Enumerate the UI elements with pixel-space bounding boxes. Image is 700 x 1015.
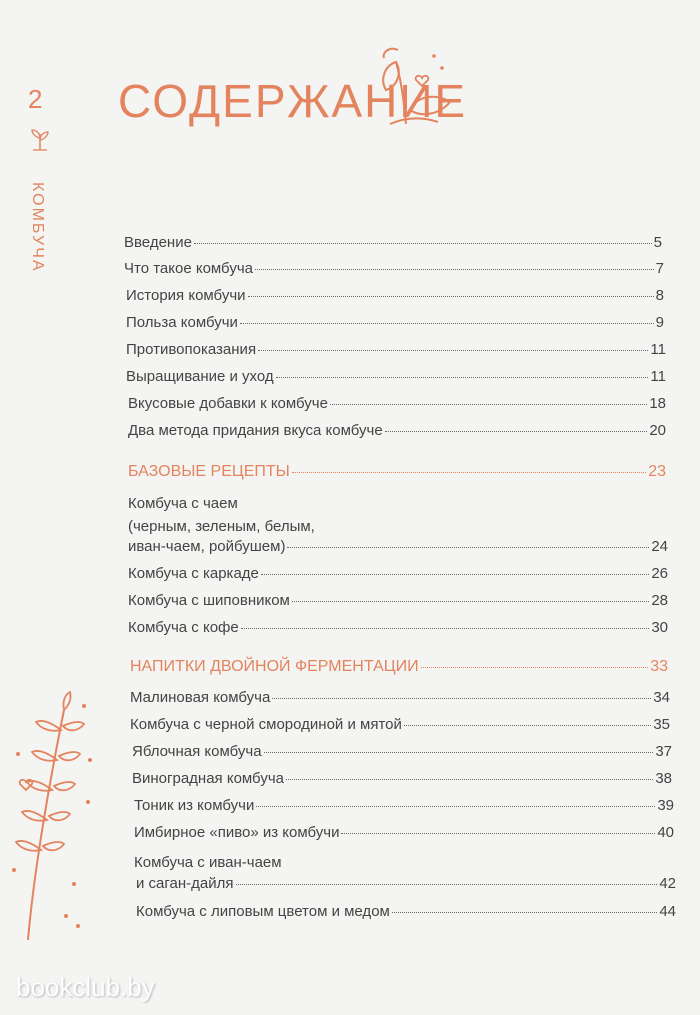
toc-entry[interactable] (136, 875, 676, 893)
toc-entry-label: Польза комбучи (126, 314, 238, 331)
toc-entry-page: 18 (649, 395, 666, 412)
leader-dots (240, 323, 654, 324)
toc-entry-page: 34 (653, 689, 670, 706)
toc-entry-page: 30 (651, 619, 668, 636)
leader-dots (255, 269, 654, 270)
toc-entry-label: Комбуча с чаем (128, 495, 238, 512)
leader-dots (248, 296, 654, 297)
toc-entry-label: Виноградная комбуча (132, 770, 284, 787)
toc-entry-label: Комбуча с каркаде (128, 565, 259, 582)
toc-entry-page: 37 (655, 743, 672, 760)
page-number: 2 (28, 84, 43, 114)
leader-dots (330, 404, 647, 405)
leader-dots (258, 350, 648, 351)
leader-dots (264, 752, 654, 753)
toc-entry[interactable] (130, 716, 670, 734)
toc-entry-label: Вкусовые добавки к комбуче (128, 395, 328, 412)
toc-entry[interactable] (126, 368, 666, 386)
toc-entry-label: Тоник из комбучи (134, 797, 255, 814)
toc-section-page: 23 (648, 463, 666, 480)
toc-section-heading[interactable] (128, 463, 666, 481)
toc-entry-page: 5 (653, 234, 662, 251)
watermark: bookclub.by (16, 972, 155, 1002)
leader-dots (241, 628, 650, 629)
toc-section-heading[interactable] (130, 658, 668, 676)
toc-entry-label: Комбуча с шиповником (128, 592, 290, 609)
running-head: КОМБУЧА (29, 182, 46, 273)
toc-entry[interactable] (128, 592, 668, 610)
toc-entry-page: 35 (653, 716, 670, 733)
toc-entry-page: 20 (649, 422, 666, 439)
toc-entry-label: Имбирное «пиво» из комбучи (134, 824, 340, 841)
leader-dots (292, 601, 649, 602)
toc-section-label: БАЗОВЫЕ РЕЦЕПТЫ (128, 463, 290, 480)
toc-entry-label: Малиновая комбуча (130, 689, 271, 706)
toc-entry[interactable] (128, 619, 668, 637)
toc-entry-page: 24 (651, 538, 668, 555)
toc-entry[interactable] (124, 234, 662, 252)
toc-entry-label: (черным, зеленым, белым, (128, 518, 315, 535)
toc-entry[interactable] (134, 797, 674, 815)
toc-entry-page: 38 (655, 770, 672, 787)
leader-dots (421, 667, 649, 668)
toc-entry[interactable] (130, 689, 670, 707)
toc-entry[interactable] (128, 395, 666, 413)
leader-dots (385, 431, 648, 432)
leader-dots (272, 698, 651, 699)
leader-dots (292, 472, 646, 473)
toc-entry-label: Противопоказания (126, 341, 257, 358)
toc-entry-page: 40 (657, 824, 674, 841)
leader-dots (276, 377, 649, 378)
toc-entry[interactable] (128, 565, 668, 583)
toc-entry[interactable] (128, 422, 666, 440)
toc-entry-page: 7 (655, 260, 664, 277)
toc-entry-page: 44 (659, 903, 676, 920)
toc-entry-label: Комбуча с кофе (128, 619, 239, 636)
toc-entry-label: Выращивание и уход (126, 368, 274, 385)
toc-entry[interactable] (126, 341, 666, 359)
toc-section-page: 33 (650, 658, 668, 675)
toc-section-label: НАПИТКИ ДВОЙНОЙ ФЕРМЕНТАЦИИ (130, 658, 419, 675)
toc-entry[interactable] (132, 770, 672, 788)
toc-entry[interactable] (134, 824, 674, 842)
toc-entry[interactable] (124, 260, 664, 278)
toc-entry-label: Комбуча с черной смородиной и мятой (130, 716, 402, 733)
toc-entry-page: 9 (655, 314, 664, 331)
leader-dots (392, 912, 657, 913)
toc-entry-page: 8 (655, 287, 664, 304)
toc-entry-label: Комбуча с иван-чаем (134, 854, 282, 871)
leader-dots (341, 833, 655, 834)
leader-dots (236, 884, 658, 885)
toc-entry-page: 11 (650, 368, 666, 385)
toc-entry-label: Что такое комбуча (124, 260, 253, 277)
leader-dots (287, 547, 649, 548)
toc-entry[interactable] (126, 314, 664, 332)
toc-entry-label: Яблочная комбуча (132, 743, 262, 760)
toc-entry[interactable] (126, 287, 664, 305)
toc-entry-page: 28 (651, 592, 668, 609)
toc-entry-page: 42 (659, 875, 676, 892)
leader-dots (261, 574, 649, 575)
leader-dots (286, 779, 653, 780)
toc-entry-page: 11 (650, 341, 666, 358)
leader-dots (194, 243, 652, 244)
toc-entry-label: Комбуча с липовым цветом и медом (136, 903, 390, 920)
toc-entry[interactable] (128, 538, 668, 556)
toc-entry-label: Введение (124, 234, 192, 251)
toc-entry-page: 26 (651, 565, 668, 582)
toc-entry[interactable] (132, 743, 672, 761)
leader-dots (256, 806, 655, 807)
toc-entry-label: История комбучи (126, 287, 246, 304)
toc-entry-label: иван-чаем, ройбушем) (128, 538, 286, 555)
page-title: СОДЕРЖАНИЕ (118, 75, 468, 127)
leader-dots (404, 725, 651, 726)
toc-entry-label: Два метода придания вкуса комбуче (128, 422, 383, 439)
toc-entry[interactable] (136, 903, 676, 921)
toc-entry-label: и саган-дайля (136, 875, 234, 892)
toc-entry-page: 39 (657, 797, 674, 814)
